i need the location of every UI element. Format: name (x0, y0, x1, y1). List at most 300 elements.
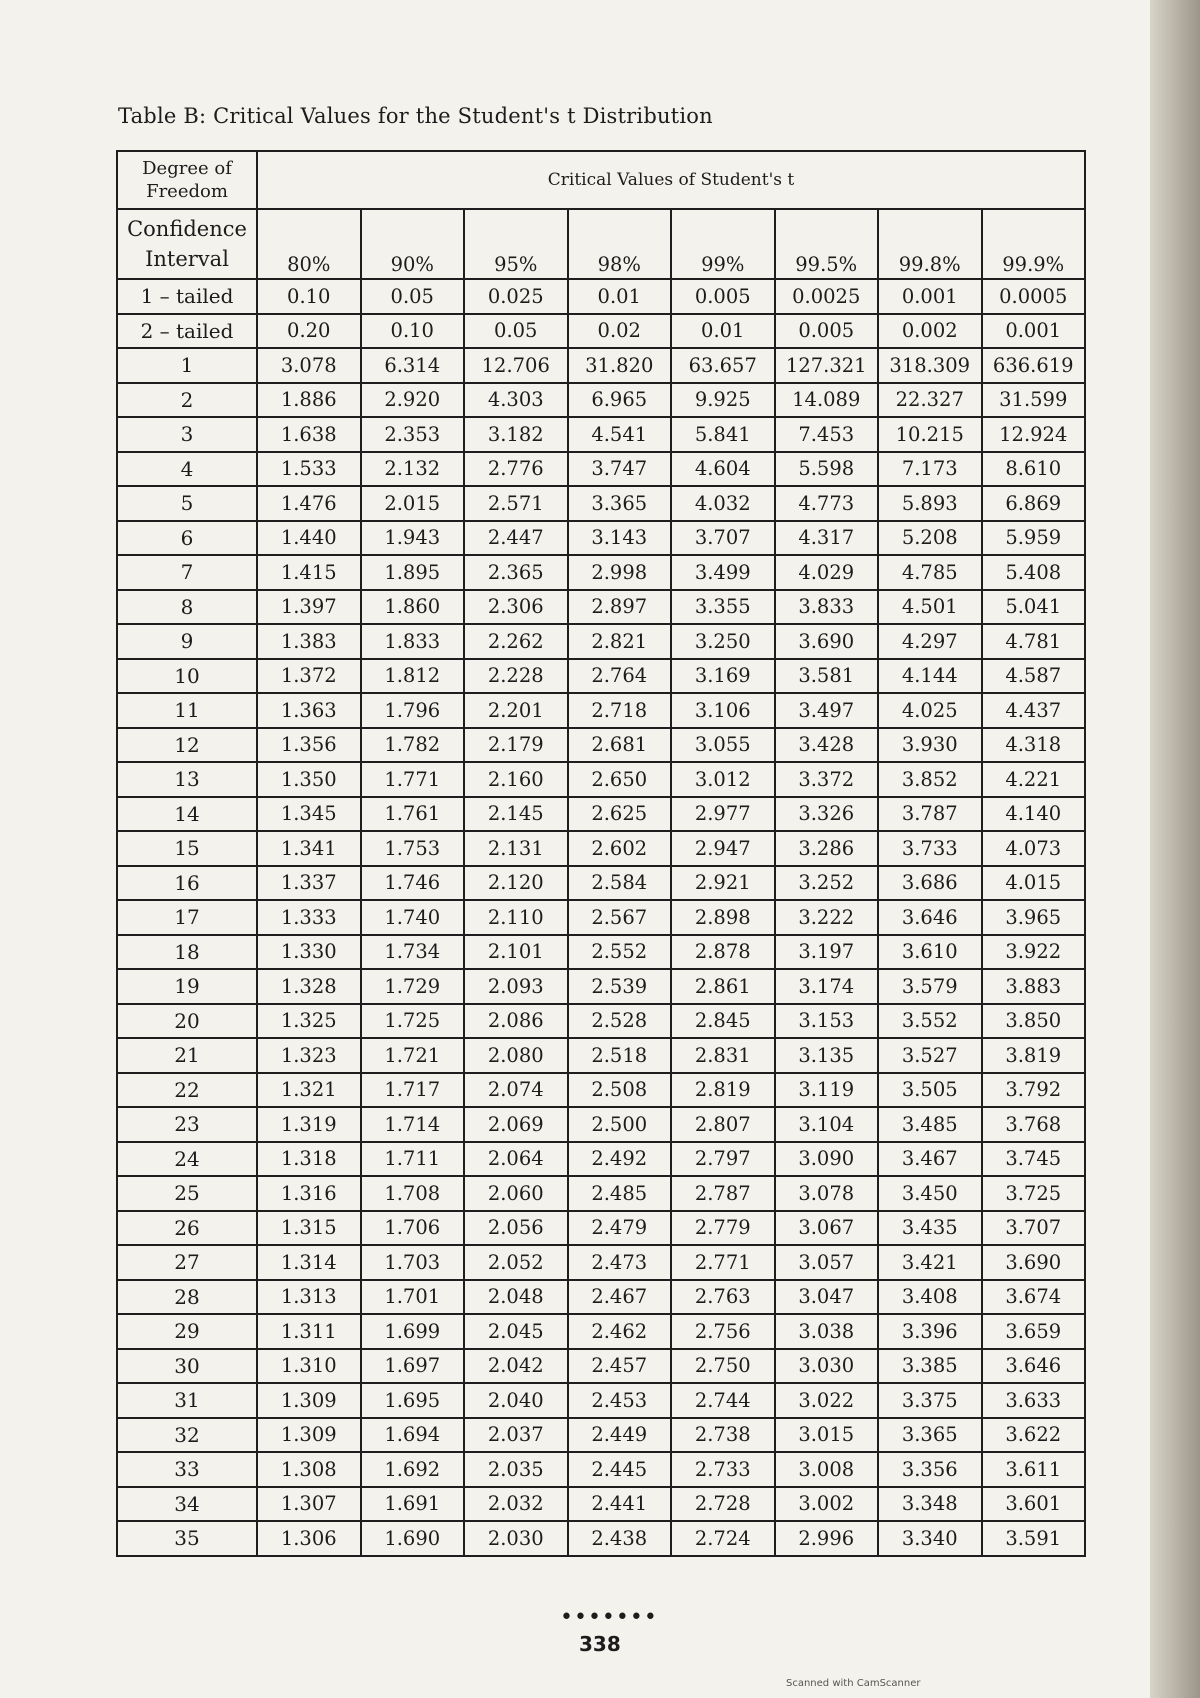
critical-value-cell: 2.030 (464, 1521, 568, 1556)
critical-value-cell: 3.850 (982, 1004, 1086, 1039)
critical-value-cell: 2.262 (464, 624, 568, 659)
critical-value-cell: 1.895 (361, 555, 465, 590)
critical-value-cell: 6.965 (568, 383, 672, 418)
critical-value-cell: 2.032 (464, 1487, 568, 1522)
two-tailed-alpha-cell: 0.10 (361, 314, 465, 349)
one-tailed-alpha-cell: 0.0005 (982, 279, 1086, 314)
critical-value-cell: 2.479 (568, 1211, 672, 1246)
critical-value-cell: 2.110 (464, 900, 568, 935)
critical-value-cell: 3.022 (775, 1383, 879, 1418)
table-row (117, 1314, 1085, 1349)
degree-of-freedom-cell: 4 (117, 452, 257, 487)
critical-value-cell: 3.385 (878, 1349, 982, 1384)
critical-value-cell: 1.328 (257, 969, 361, 1004)
critical-value-cell: 3.340 (878, 1521, 982, 1556)
critical-value-cell: 1.440 (257, 521, 361, 556)
critical-value-cell: 2.744 (671, 1383, 775, 1418)
degree-of-freedom-cell: 17 (117, 900, 257, 935)
degree-of-freedom-cell: 29 (117, 1314, 257, 1349)
critical-value-cell: 2.738 (671, 1418, 775, 1453)
two-tailed-alpha-cell: 0.001 (982, 314, 1086, 349)
critical-value-cell: 1.833 (361, 624, 465, 659)
critical-value-cell: 2.485 (568, 1176, 672, 1211)
critical-value-cell: 3.611 (982, 1452, 1086, 1487)
critical-value-cell: 318.309 (878, 348, 982, 383)
critical-value-cell: 2.093 (464, 969, 568, 1004)
degree-of-freedom-cell: 2 (117, 383, 257, 418)
critical-value-cell: 1.325 (257, 1004, 361, 1039)
two-tailed-alpha-cell: 0.20 (257, 314, 361, 349)
critical-value-cell: 6.314 (361, 348, 465, 383)
critical-value-cell: 2.101 (464, 935, 568, 970)
critical-value-cell: 2.131 (464, 831, 568, 866)
critical-value-cell: 4.541 (568, 417, 672, 452)
critical-value-cell: 1.691 (361, 1487, 465, 1522)
table-row (117, 1383, 1085, 1418)
table-row (117, 831, 1085, 866)
critical-value-cell: 4.221 (982, 762, 1086, 797)
critical-value-cell: 2.473 (568, 1245, 672, 1280)
critical-value-cell: 2.445 (568, 1452, 672, 1487)
critical-value-cell: 2.069 (464, 1107, 568, 1142)
critical-value-cell: 1.746 (361, 866, 465, 901)
critical-value-cell: 3.497 (775, 693, 879, 728)
critical-value-cell: 1.323 (257, 1038, 361, 1073)
critical-value-cell: 3.883 (982, 969, 1086, 1004)
critical-value-cell: 2.160 (464, 762, 568, 797)
critical-value-cell: 3.365 (878, 1418, 982, 1453)
confidence-interval-header: Confidence Interval (117, 209, 257, 279)
table-row (117, 659, 1085, 694)
dof-header: Degree of Freedom (117, 151, 257, 209)
degree-of-freedom-cell: 13 (117, 762, 257, 797)
critical-value-cell: 2.552 (568, 935, 672, 970)
confidence-level-cell: 90% (361, 209, 465, 279)
confidence-level-cell: 98% (568, 209, 672, 279)
degree-of-freedom-cell: 18 (117, 935, 257, 970)
critical-value-cell: 1.310 (257, 1349, 361, 1384)
critical-value-cell: 1.311 (257, 1314, 361, 1349)
table-row (117, 348, 1085, 383)
critical-value-cell: 3.819 (982, 1038, 1086, 1073)
confidence-level-cell: 99% (671, 209, 775, 279)
critical-value-cell: 1.812 (361, 659, 465, 694)
critical-value-cell: 2.750 (671, 1349, 775, 1384)
degree-of-freedom-cell: 21 (117, 1038, 257, 1073)
critical-value-cell: 2.897 (568, 590, 672, 625)
critical-value-cell: 2.060 (464, 1176, 568, 1211)
critical-value-cell: 3.725 (982, 1176, 1086, 1211)
critical-value-cell: 3.922 (982, 935, 1086, 970)
critical-value-cell: 8.610 (982, 452, 1086, 487)
critical-value-cell: 3.182 (464, 417, 568, 452)
degree-of-freedom-cell: 33 (117, 1452, 257, 1487)
critical-value-cell: 3.348 (878, 1487, 982, 1522)
table-row (117, 969, 1085, 1004)
critical-value-cell: 2.042 (464, 1349, 568, 1384)
critical-value-cell: 3.467 (878, 1142, 982, 1177)
critical-value-cell: 3.090 (775, 1142, 879, 1177)
critical-value-cell: 3.396 (878, 1314, 982, 1349)
critical-value-cell: 3.965 (982, 900, 1086, 935)
critical-value-cell: 1.694 (361, 1418, 465, 1453)
degree-of-freedom-cell: 23 (117, 1107, 257, 1142)
critical-value-cell: 1.761 (361, 797, 465, 832)
critical-value-cell: 1.307 (257, 1487, 361, 1522)
critical-value-cell: 2.996 (775, 1521, 879, 1556)
critical-value-cell: 3.326 (775, 797, 879, 832)
degree-of-freedom-cell: 22 (117, 1073, 257, 1108)
table-row (117, 1487, 1085, 1522)
table-row (117, 1452, 1085, 1487)
critical-value-cell: 2.462 (568, 1314, 672, 1349)
critical-value-cell: 1.397 (257, 590, 361, 625)
degree-of-freedom-cell: 20 (117, 1004, 257, 1039)
degree-of-freedom-cell: 3 (117, 417, 257, 452)
critical-value-cell: 3.633 (982, 1383, 1086, 1418)
degree-of-freedom-cell: 6 (117, 521, 257, 556)
critical-value-cell: 2.878 (671, 935, 775, 970)
critical-value-cell: 2.074 (464, 1073, 568, 1108)
degree-of-freedom-cell: 35 (117, 1521, 257, 1556)
critical-value-cell: 3.135 (775, 1038, 879, 1073)
critical-value-cell: 3.745 (982, 1142, 1086, 1177)
critical-value-cell: 3.707 (671, 521, 775, 556)
critical-value-cell: 1.708 (361, 1176, 465, 1211)
critical-value-cell: 2.120 (464, 866, 568, 901)
table-row (117, 452, 1085, 487)
critical-value-cell: 3.707 (982, 1211, 1086, 1246)
critical-value-cell: 2.650 (568, 762, 672, 797)
critical-value-cell: 3.421 (878, 1245, 982, 1280)
degree-of-freedom-cell: 11 (117, 693, 257, 728)
critical-value-cell: 10.215 (878, 417, 982, 452)
critical-value-cell: 2.015 (361, 486, 465, 521)
critical-value-cell: 2.681 (568, 728, 672, 763)
critical-value-cell: 2.821 (568, 624, 672, 659)
critical-value-cell: 2.453 (568, 1383, 672, 1418)
critical-value-cell: 2.602 (568, 831, 672, 866)
table-row (117, 1176, 1085, 1211)
table-row (117, 417, 1085, 452)
critical-value-cell: 3.002 (775, 1487, 879, 1522)
critical-value-cell: 3.106 (671, 693, 775, 728)
one-tailed-alpha-cell: 0.025 (464, 279, 568, 314)
critical-value-cell: 2.201 (464, 693, 568, 728)
table-row (117, 935, 1085, 970)
critical-value-cell: 3.852 (878, 762, 982, 797)
critical-value-cell: 3.792 (982, 1073, 1086, 1108)
critical-value-cell: 2.947 (671, 831, 775, 866)
critical-value-cell: 31.599 (982, 383, 1086, 418)
critical-value-cell: 1.476 (257, 486, 361, 521)
critical-value-cell: 5.841 (671, 417, 775, 452)
critical-value-cell: 5.598 (775, 452, 879, 487)
critical-value-cell: 2.048 (464, 1280, 568, 1315)
critical-value-cell: 3.690 (982, 1245, 1086, 1280)
critical-value-cell: 3.505 (878, 1073, 982, 1108)
critical-value-cell: 12.706 (464, 348, 568, 383)
critical-value-cell: 2.353 (361, 417, 465, 452)
critical-value-cell: 2.539 (568, 969, 672, 1004)
critical-value-cell: 3.055 (671, 728, 775, 763)
table-row (117, 1211, 1085, 1246)
two-tailed-header: 2 – tailed (117, 314, 257, 349)
critical-values-table (116, 150, 1086, 1557)
one-tailed-alpha-cell: 0.05 (361, 279, 465, 314)
degree-of-freedom-cell: 26 (117, 1211, 257, 1246)
critical-value-cell: 3.733 (878, 831, 982, 866)
critical-value-cell: 3.601 (982, 1487, 1086, 1522)
critical-value-cell: 1.309 (257, 1418, 361, 1453)
critical-value-cell: 1.706 (361, 1211, 465, 1246)
critical-value-cell: 127.321 (775, 348, 879, 383)
confidence-level-cell: 99.8% (878, 209, 982, 279)
critical-value-cell: 3.015 (775, 1418, 879, 1453)
critical-value-cell: 2.457 (568, 1349, 672, 1384)
critical-value-cell: 5.408 (982, 555, 1086, 590)
two-tailed-alpha-cell: 0.02 (568, 314, 672, 349)
critical-value-cell: 2.518 (568, 1038, 672, 1073)
critical-value-cell: 3.768 (982, 1107, 1086, 1142)
critical-value-cell: 2.920 (361, 383, 465, 418)
critical-value-cell: 1.729 (361, 969, 465, 1004)
one-tailed-alpha-cell: 0.001 (878, 279, 982, 314)
critical-value-cell: 14.089 (775, 383, 879, 418)
table-row (117, 1521, 1085, 1556)
degree-of-freedom-cell: 14 (117, 797, 257, 832)
critical-value-cell: 2.763 (671, 1280, 775, 1315)
degree-of-freedom-cell: 25 (117, 1176, 257, 1211)
critical-value-cell: 2.492 (568, 1142, 672, 1177)
critical-value-cell: 1.319 (257, 1107, 361, 1142)
critical-value-cell: 3.252 (775, 866, 879, 901)
critical-value-cell: 1.638 (257, 417, 361, 452)
critical-value-cell: 2.567 (568, 900, 672, 935)
confidence-level-cell: 95% (464, 209, 568, 279)
critical-value-cell: 5.041 (982, 590, 1086, 625)
degree-of-freedom-cell: 10 (117, 659, 257, 694)
critical-value-cell: 1.533 (257, 452, 361, 487)
critical-value-cell: 1.337 (257, 866, 361, 901)
critical-value-cell: 4.029 (775, 555, 879, 590)
degree-of-freedom-cell: 30 (117, 1349, 257, 1384)
degree-of-freedom-cell: 9 (117, 624, 257, 659)
critical-value-cell: 4.501 (878, 590, 982, 625)
critical-value-cell: 4.073 (982, 831, 1086, 866)
degree-of-freedom-cell: 1 (117, 348, 257, 383)
critical-value-cell: 4.297 (878, 624, 982, 659)
critical-value-cell: 3.930 (878, 728, 982, 763)
critical-value-cell: 4.032 (671, 486, 775, 521)
critical-value-cell: 2.977 (671, 797, 775, 832)
critical-value-cell: 2.145 (464, 797, 568, 832)
critical-value-cell: 2.584 (568, 866, 672, 901)
table-row (117, 555, 1085, 590)
page-number: 338 (579, 1632, 621, 1656)
critical-value-cell: 4.025 (878, 693, 982, 728)
critical-value-cell: 3.375 (878, 1383, 982, 1418)
critical-value-cell: 4.587 (982, 659, 1086, 694)
critical-value-cell: 2.797 (671, 1142, 775, 1177)
critical-value-cell: 2.724 (671, 1521, 775, 1556)
critical-value-cell: 3.169 (671, 659, 775, 694)
critical-value-cell: 2.733 (671, 1452, 775, 1487)
critical-value-cell: 1.711 (361, 1142, 465, 1177)
critical-value-cell: 1.690 (361, 1521, 465, 1556)
critical-value-cell: 2.228 (464, 659, 568, 694)
critical-value-cell: 3.119 (775, 1073, 879, 1108)
critical-value-cell: 1.753 (361, 831, 465, 866)
table-row (117, 1107, 1085, 1142)
critical-value-cell: 1.725 (361, 1004, 465, 1039)
critical-value-cell: 2.052 (464, 1245, 568, 1280)
critical-value-cell: 3.787 (878, 797, 982, 832)
critical-value-cell: 2.080 (464, 1038, 568, 1073)
critical-value-cell: 3.197 (775, 935, 879, 970)
table-row (117, 1418, 1085, 1453)
critical-value-cell: 1.782 (361, 728, 465, 763)
degree-of-freedom-cell: 32 (117, 1418, 257, 1453)
critical-value-cell: 2.718 (568, 693, 672, 728)
critical-value-cell: 3.579 (878, 969, 982, 1004)
table-row (117, 521, 1085, 556)
critical-value-cell: 2.728 (671, 1487, 775, 1522)
critical-value-cell: 2.845 (671, 1004, 775, 1039)
critical-value-cell: 1.703 (361, 1245, 465, 1280)
critical-value-cell: 3.356 (878, 1452, 982, 1487)
degree-of-freedom-cell: 28 (117, 1280, 257, 1315)
critical-value-cell: 3.057 (775, 1245, 879, 1280)
table-row (117, 383, 1085, 418)
critical-value-cell: 4.144 (878, 659, 982, 694)
critical-value-cell: 63.657 (671, 348, 775, 383)
degree-of-freedom-cell: 16 (117, 866, 257, 901)
header-row-confidence (117, 209, 1085, 279)
critical-value-cell: 3.408 (878, 1280, 982, 1315)
one-tailed-alpha-cell: 0.10 (257, 279, 361, 314)
critical-value-cell: 1.886 (257, 383, 361, 418)
table-row (117, 1004, 1085, 1039)
critical-value-cell: 7.453 (775, 417, 879, 452)
critical-value-cell: 1.701 (361, 1280, 465, 1315)
critical-value-cell: 1.415 (257, 555, 361, 590)
critical-value-cell: 3.222 (775, 900, 879, 935)
critical-value-cell: 2.179 (464, 728, 568, 763)
one-tailed-alpha-cell: 0.0025 (775, 279, 879, 314)
critical-value-cell: 2.998 (568, 555, 672, 590)
critical-value-cell: 3.428 (775, 728, 879, 763)
critical-value-cell: 2.447 (464, 521, 568, 556)
critical-value-cell: 9.925 (671, 383, 775, 418)
table-row (117, 728, 1085, 763)
table-title: Table B: Critical Values for the Student's t Distribution (118, 104, 713, 128)
critical-value-cell: 1.383 (257, 624, 361, 659)
two-tailed-alpha-cell: 0.002 (878, 314, 982, 349)
scanner-watermark: Scanned with CamScanner (786, 1678, 921, 1689)
two-tailed-alpha-cell: 0.05 (464, 314, 568, 349)
critical-value-cell: 1.699 (361, 1314, 465, 1349)
critical-value-cell: 1.333 (257, 900, 361, 935)
critical-value-cell: 1.315 (257, 1211, 361, 1246)
critical-value-cell: 1.692 (361, 1452, 465, 1487)
critical-value-cell: 4.303 (464, 383, 568, 418)
critical-value-cell: 31.820 (568, 348, 672, 383)
table-row (117, 1280, 1085, 1315)
critical-value-cell: 2.365 (464, 555, 568, 590)
one-tailed-header: 1 – tailed (117, 279, 257, 314)
table-row (117, 486, 1085, 521)
critical-value-cell: 3.250 (671, 624, 775, 659)
critical-value-cell: 2.625 (568, 797, 672, 832)
critical-value-cell: 2.449 (568, 1418, 672, 1453)
critical-value-cell: 1.796 (361, 693, 465, 728)
critical-values-header: Critical Values of Student's t (257, 151, 1085, 209)
critical-value-cell: 1.350 (257, 762, 361, 797)
table-row (117, 693, 1085, 728)
critical-value-cell: 1.734 (361, 935, 465, 970)
critical-value-cell: 4.140 (982, 797, 1086, 832)
critical-value-cell: 2.306 (464, 590, 568, 625)
degree-of-freedom-cell: 15 (117, 831, 257, 866)
critical-value-cell: 2.035 (464, 1452, 568, 1487)
critical-value-cell: 2.776 (464, 452, 568, 487)
page-edge-shadow (1150, 0, 1200, 1698)
critical-value-cell: 3.646 (878, 900, 982, 935)
degree-of-freedom-cell: 24 (117, 1142, 257, 1177)
critical-value-cell: 2.064 (464, 1142, 568, 1177)
critical-value-cell: 1.318 (257, 1142, 361, 1177)
critical-value-cell: 3.552 (878, 1004, 982, 1039)
critical-value-cell: 4.785 (878, 555, 982, 590)
critical-value-cell: 3.008 (775, 1452, 879, 1487)
critical-value-cell: 2.508 (568, 1073, 672, 1108)
header-row-one-tailed (117, 279, 1085, 314)
critical-value-cell: 2.037 (464, 1418, 568, 1453)
critical-value-cell: 1.345 (257, 797, 361, 832)
critical-value-cell: 2.771 (671, 1245, 775, 1280)
critical-value-cell: 3.674 (982, 1280, 1086, 1315)
critical-value-cell: 3.435 (878, 1211, 982, 1246)
critical-value-cell: 3.622 (982, 1418, 1086, 1453)
degree-of-freedom-cell: 27 (117, 1245, 257, 1280)
critical-value-cell: 2.132 (361, 452, 465, 487)
critical-value-cell: 1.372 (257, 659, 361, 694)
critical-value-cell: 7.173 (878, 452, 982, 487)
critical-value-cell: 2.779 (671, 1211, 775, 1246)
critical-value-cell: 3.078 (775, 1176, 879, 1211)
critical-value-cell: 1.306 (257, 1521, 361, 1556)
critical-value-cell: 4.604 (671, 452, 775, 487)
critical-value-cell: 2.528 (568, 1004, 672, 1039)
critical-value-cell: 1.943 (361, 521, 465, 556)
critical-value-cell: 1.740 (361, 900, 465, 935)
critical-value-cell: 5.959 (982, 521, 1086, 556)
critical-value-cell: 2.571 (464, 486, 568, 521)
critical-value-cell: 2.819 (671, 1073, 775, 1108)
critical-value-cell: 1.314 (257, 1245, 361, 1280)
confidence-level-cell: 99.5% (775, 209, 879, 279)
critical-value-cell: 4.773 (775, 486, 879, 521)
critical-value-cell: 2.467 (568, 1280, 672, 1315)
confidence-level-cell: 80% (257, 209, 361, 279)
critical-value-cell: 3.286 (775, 831, 879, 866)
critical-value-cell: 1.313 (257, 1280, 361, 1315)
critical-value-cell: 1.721 (361, 1038, 465, 1073)
table-row (117, 866, 1085, 901)
table-body (117, 151, 1085, 1556)
critical-value-cell: 2.086 (464, 1004, 568, 1039)
